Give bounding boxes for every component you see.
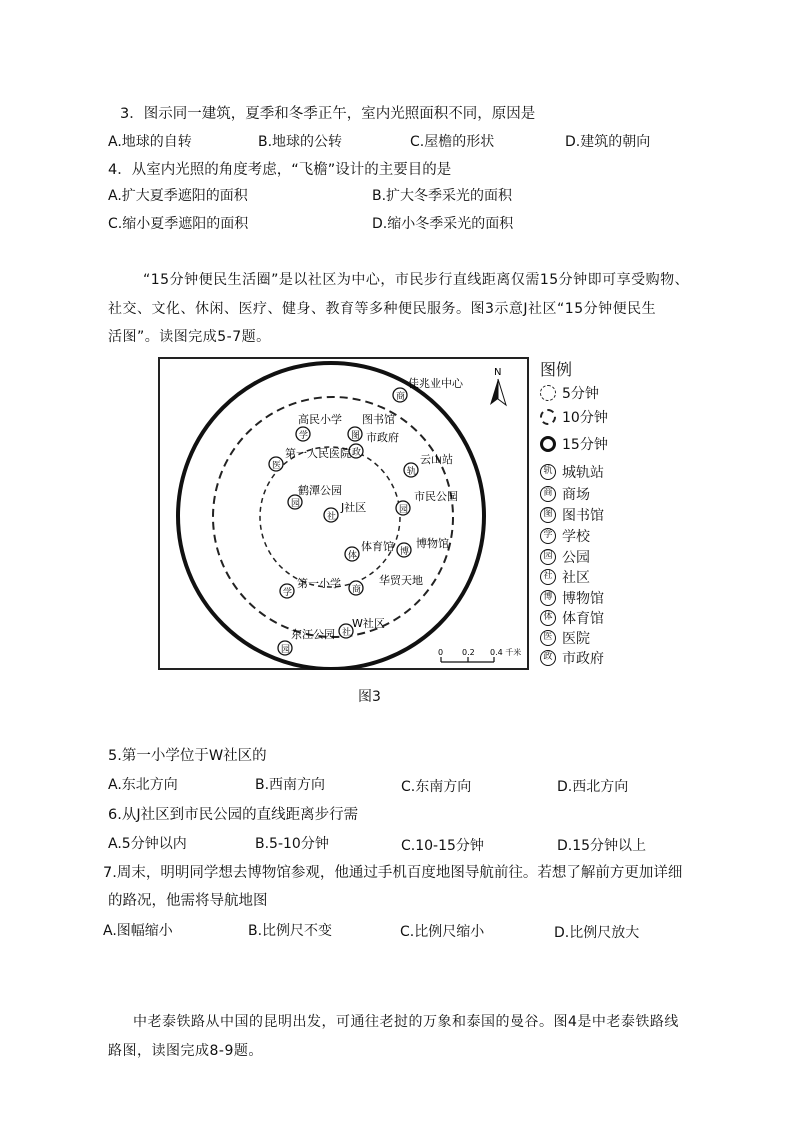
intro2-line2: 路图，读图完成8-9题。 — [108, 1043, 263, 1059]
poi-museum — [397, 536, 449, 557]
q3-option-c: C.屋檐的形状 — [410, 134, 495, 150]
poi-park-city — [396, 490, 458, 515]
svg-text:学: 学 — [283, 588, 293, 598]
poi-hospital — [269, 446, 351, 471]
q4-option-c: C.缩小夏季遮阳的面积 — [108, 216, 249, 232]
svg-text:图: 图 — [351, 431, 361, 441]
q5-option-a: A.东北方向 — [108, 777, 178, 793]
q6-option-a: A.5分钟以内 — [108, 836, 187, 852]
poi-school-gaomin — [296, 412, 342, 441]
svg-text:政: 政 — [352, 448, 362, 458]
gym-icon: 体 — [540, 610, 556, 626]
q5-option-d: D.西北方向 — [557, 779, 629, 795]
q7-option-c: C.比例尺缩小 — [400, 924, 485, 940]
legend-15min: 15分钟 — [540, 434, 608, 454]
legend-library: 图 图书馆 — [540, 505, 604, 525]
q4-option-a: A.扩大夏季遮阳的面积 — [108, 188, 248, 204]
ring-5min-icon — [540, 385, 556, 401]
svg-text:0: 0 — [438, 648, 444, 657]
legend-school: 学 学校 — [540, 526, 590, 546]
poi-park-dongjiang — [278, 628, 335, 655]
q3-option-b: B.地球的公转 — [258, 134, 343, 150]
poi-j-community — [324, 500, 366, 522]
q5-option-b: B.西南方向 — [255, 777, 326, 793]
q7-option-b: B.比例尺不变 — [248, 923, 333, 939]
legend-park: 园 公园 — [540, 547, 590, 567]
label-library: 图书馆 — [362, 413, 395, 426]
intro1-line3: 活图”。读图完成5-7题。 — [108, 329, 271, 345]
label-park-city: 市民公园 — [414, 490, 458, 503]
svg-text:体: 体 — [348, 551, 358, 561]
label-museum: 博物馆 — [416, 537, 449, 550]
legend-10min: 10分钟 — [540, 407, 608, 427]
intro2-line1: 中老泰铁路从中国的昆明出发，可通往老挝的万象和泰国的曼谷。图4是中老泰铁路线 — [133, 1014, 679, 1030]
q5-stem: 5.第一小学位于W社区的 — [108, 748, 267, 764]
north-label: N — [494, 367, 502, 378]
label-j-community: J社区 — [341, 501, 367, 514]
q6-option-d: D.15分钟以上 — [557, 838, 647, 854]
svg-text:轨: 轨 — [407, 467, 417, 477]
svg-text:博: 博 — [400, 547, 410, 557]
intro1-line1: “15分钟便民生活圈”是以社区为中心，市民步行直线距离仅需15分钟即可享受购物、 — [143, 272, 690, 288]
q6-option-b: B.5-10分钟 — [255, 836, 329, 852]
svg-text:0.4 千米: 0.4 千米 — [490, 648, 522, 657]
label-station: 云山站 — [420, 453, 453, 466]
figure-caption: 图3 — [358, 689, 381, 705]
q6-stem: 6.从J社区到市民公园的直线距离步行需 — [108, 807, 359, 823]
community-icon: 社 — [540, 569, 556, 585]
ring-15min-icon — [540, 436, 556, 452]
legend-hospital: 医 医院 — [540, 628, 590, 648]
museum-icon: 博 — [540, 590, 556, 606]
legend-title: 图例 — [540, 360, 573, 379]
station-icon: 轨 — [540, 464, 556, 480]
park-icon: 园 — [540, 549, 556, 565]
q6-option-c: C.10-15分钟 — [401, 838, 484, 854]
label-hospital: 第一人民医院 — [285, 447, 351, 460]
q7-stem-line2: 的路况，他需将导航地图 — [108, 893, 268, 909]
q7-stem-line1: 7.周末，明明同学想去博物馆参观，他通过手机百度地图导航前往。若想了解前方更加详细 — [103, 865, 683, 881]
label-school-gaomin: 高民小学 — [298, 413, 342, 426]
q7-option-a: A.图幅缩小 — [103, 923, 173, 939]
q4-option-d: D.缩小冬季采光的面积 — [372, 216, 514, 232]
hospital-icon: 医 — [540, 630, 556, 646]
poi-w-community — [339, 616, 385, 638]
svg-text:园: 园 — [281, 645, 291, 655]
poi-mall-huamao — [349, 573, 423, 595]
label-gov: 市政府 — [366, 431, 399, 444]
q4-option-b: B.扩大冬季采光的面积 — [372, 188, 513, 204]
legend-5min: 5分钟 — [540, 383, 599, 403]
map-svg — [158, 357, 529, 670]
legend-museum: 博 博物馆 — [540, 588, 604, 608]
scale-bar — [438, 647, 521, 662]
label-park-dongjiang: 东江公园 — [291, 628, 335, 641]
svg-text:社: 社 — [342, 628, 352, 638]
label-commerce: 佳兆业中心 — [408, 377, 463, 390]
q7-option-d: D.比例尺放大 — [554, 925, 640, 941]
svg-text:商: 商 — [396, 392, 406, 402]
label-w-community: W社区 — [352, 617, 385, 630]
svg-text:商: 商 — [352, 585, 362, 595]
poi-park-hejiang — [288, 483, 342, 509]
svg-text:园: 园 — [399, 505, 409, 515]
poi-gym — [345, 539, 394, 561]
library-icon: 图 — [540, 507, 556, 523]
svg-text:学: 学 — [299, 431, 309, 441]
legend-mall: 商 商场 — [540, 484, 590, 504]
label-mall-huamao: 华贸天地 — [379, 574, 423, 587]
intro1-line2: 社交、文化、休闲、医疗、健身、教育等多种便民服务。图3示意J社区“15分钟便民生 — [108, 301, 657, 317]
svg-text:社: 社 — [327, 512, 337, 522]
gov-icon: 政 — [540, 650, 556, 666]
label-school-first: 第一小学 — [297, 577, 341, 590]
legend-community: 社 社区 — [540, 567, 590, 587]
north-arrow-icon — [490, 379, 498, 405]
q5-option-c: C.东南方向 — [401, 779, 472, 795]
svg-text:园: 园 — [291, 499, 301, 509]
q3-stem: 3．图示同一建筑，夏季和冬季正午，室内光照面积不同，原因是 — [120, 106, 536, 122]
legend-gym: 体 体育馆 — [540, 608, 604, 628]
label-gym: 体育馆 — [361, 540, 394, 553]
legend-gov: 政 市政府 — [540, 648, 604, 668]
mall-icon: 商 — [540, 486, 556, 502]
poi-school-first — [280, 576, 341, 598]
legend-station: 轨 城轨站 — [540, 462, 604, 482]
svg-text:医: 医 — [272, 461, 282, 471]
ring-10min-icon — [540, 409, 556, 425]
school-icon: 学 — [540, 528, 556, 544]
q3-option-d: D.建筑的朝向 — [565, 134, 651, 150]
label-park-hejiang: 鹤潭公园 — [298, 484, 342, 497]
q4-stem: 4．从室内光照的角度考虑，“飞檐”设计的主要目的是 — [108, 162, 452, 178]
q3-option-a: A.地球的自转 — [108, 134, 192, 150]
svg-text:0.2: 0.2 — [462, 648, 475, 657]
